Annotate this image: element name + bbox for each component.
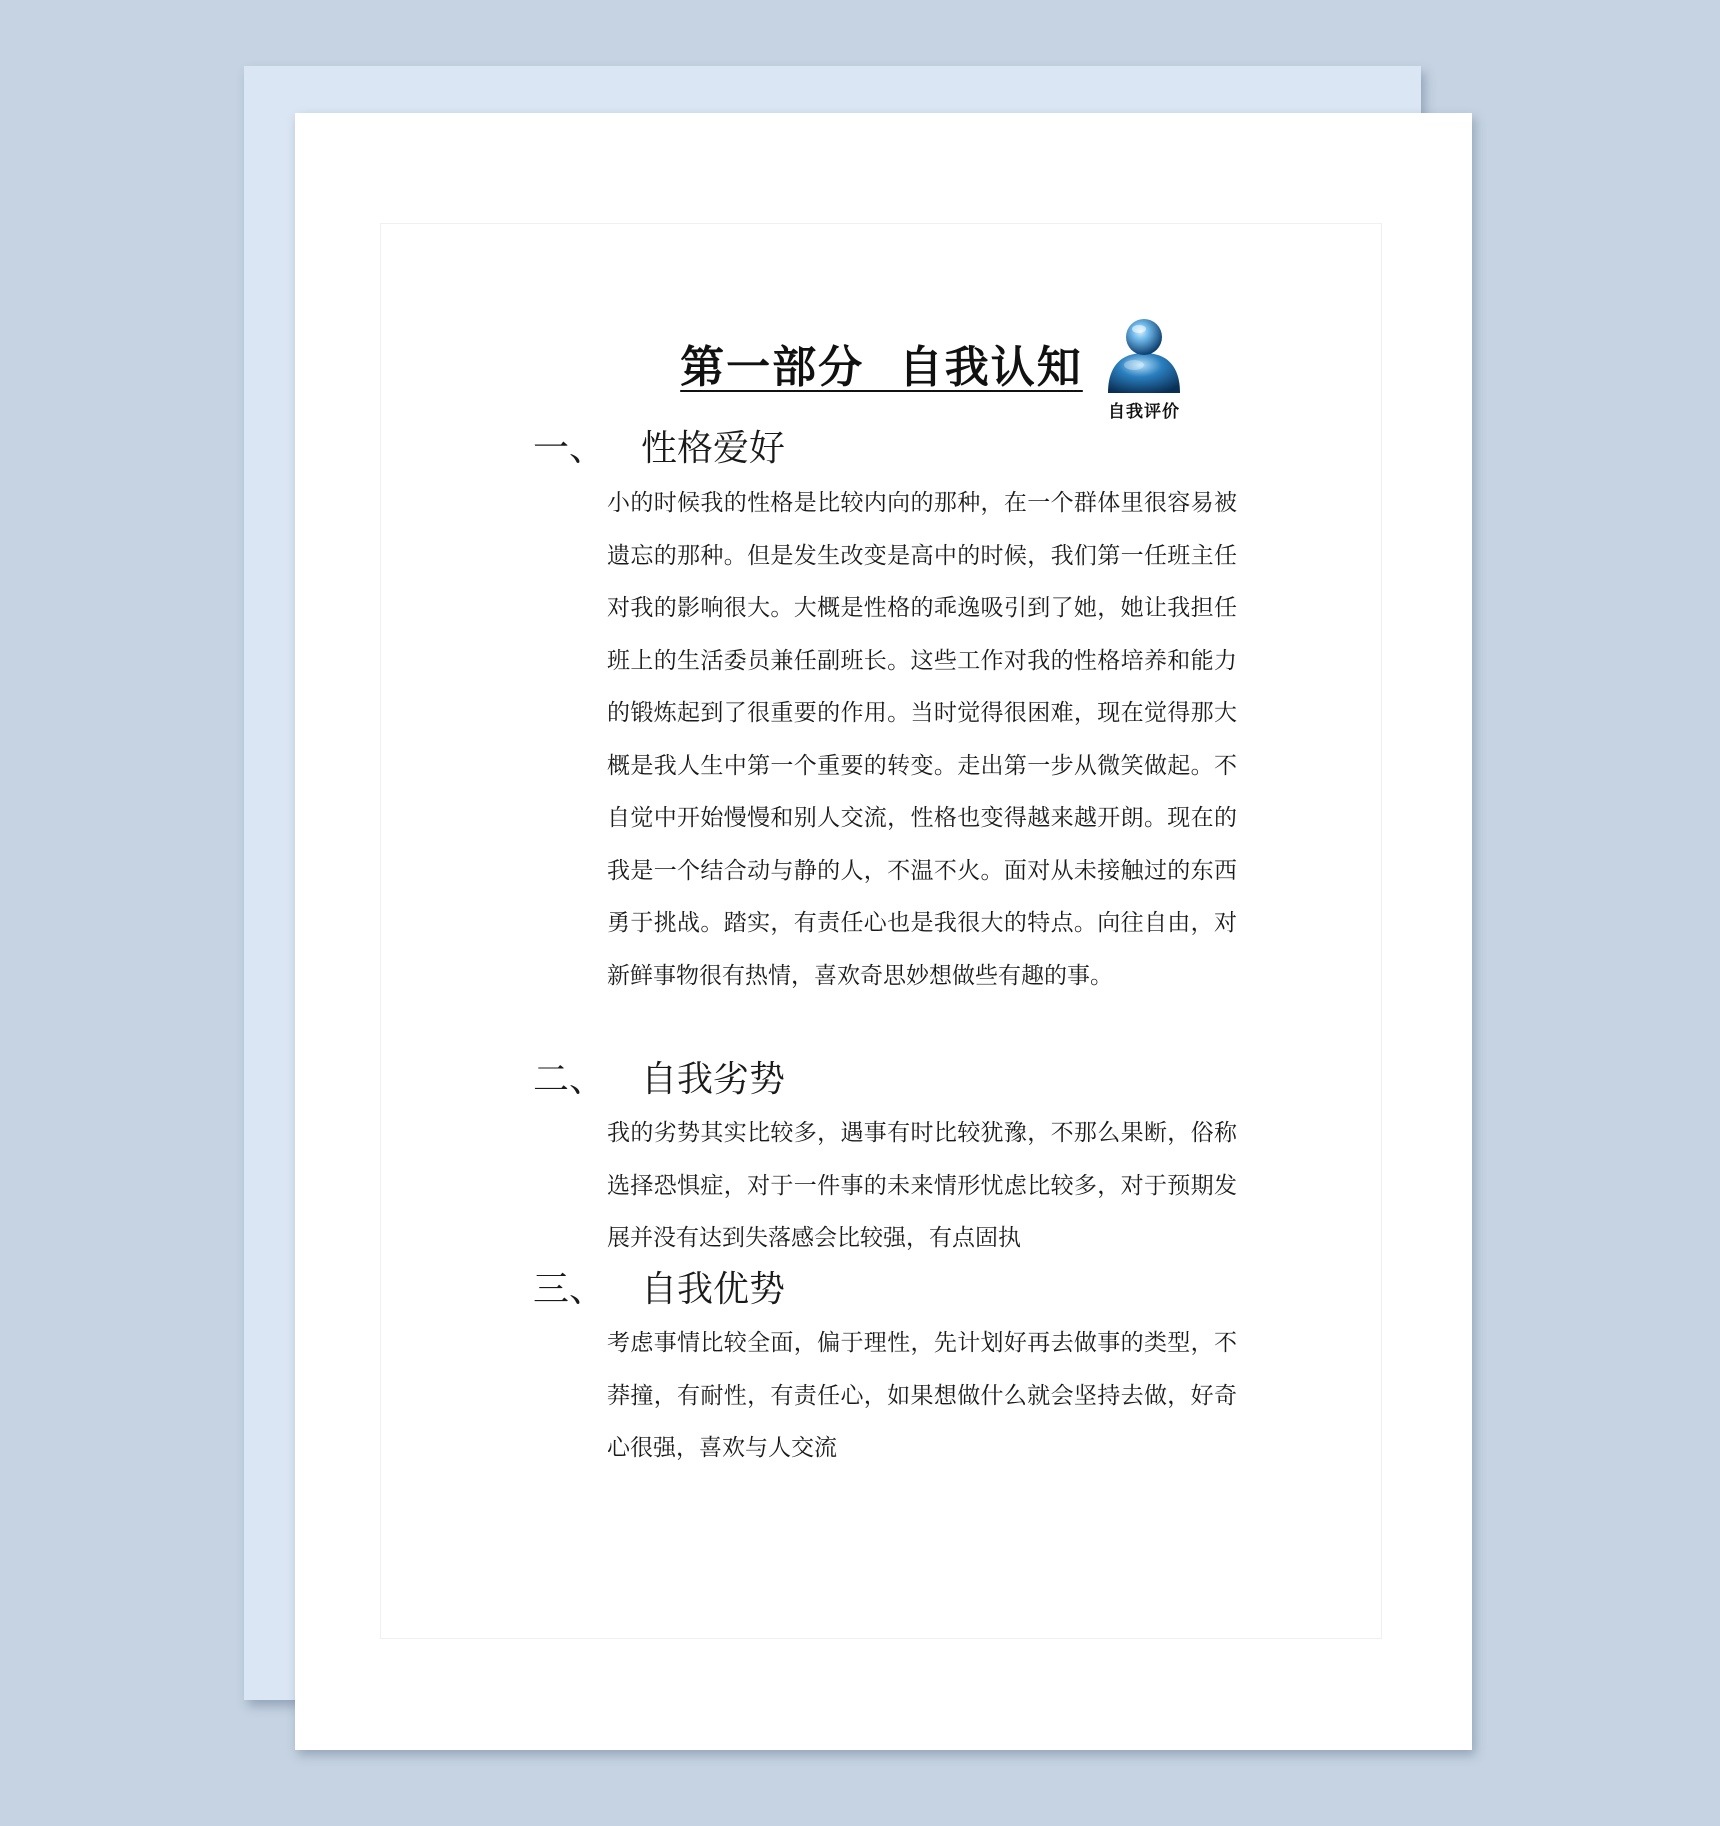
section-heading-2 xyxy=(533,1059,786,1100)
page-title-text: 第一部分 自我认知 xyxy=(680,342,1083,393)
section-title: 自我优势 xyxy=(641,1269,786,1310)
section-heading-1 xyxy=(533,428,786,469)
section-body-1: 小的时候我的性格是比较内向的那种，在一个群体里很容易被遗忘的那种。但是发生改变是高中的时候，我们第一任班主任对我的影响很大。大概是性格的乖逸吸引到了她，她让我担任班上的生活委员兼任副班长。这些工作对我的性格培养和能力的锻炼起到了很重要的作用。当时觉得很困难，现在觉得那大概是我人生中第一个重要的转变。走出第一步从微笑做起。不自觉中开始慢慢和别人交流，性格也变得越来越开朗。现在的我是一个结合动与静的人，不温不火。面对从未接触过的东西勇于挑战。踏实，有责任心也是我很大的特点。向往自由，对新鲜事物很有热情，喜欢奇思妙想做些有趣的事。 xyxy=(607,490,1237,989)
person-icon xyxy=(1100,313,1188,401)
section-number: 三、 xyxy=(533,1269,606,1310)
section-title: 性格爱好 xyxy=(641,428,786,469)
section-body-2: 我的劣势其实比较多，遇事有时比较犹豫，不那么果断，俗称选择恐惧症，对于一件事的未来情形忧虑比较多，对于预期发展并没有达到失落感会比较强，有点固执 xyxy=(607,1120,1237,1251)
badge-caption: 自我评价 xyxy=(1108,402,1180,422)
self-evaluation-badge xyxy=(1100,313,1188,423)
section-title: 自我劣势 xyxy=(641,1059,786,1100)
section-body-3: 考虑事情比较全面，偏于理性，先计划好再去做事的类型，不莽撞，有耐性，有责任心，如果想做什么就会坚持去做，好奇心很强，喜欢与人交流 xyxy=(607,1330,1237,1461)
section-heading-3 xyxy=(533,1269,786,1310)
page-title xyxy=(0,342,1720,393)
section-number: 二、 xyxy=(533,1059,606,1100)
section-number: 一、 xyxy=(533,428,606,469)
